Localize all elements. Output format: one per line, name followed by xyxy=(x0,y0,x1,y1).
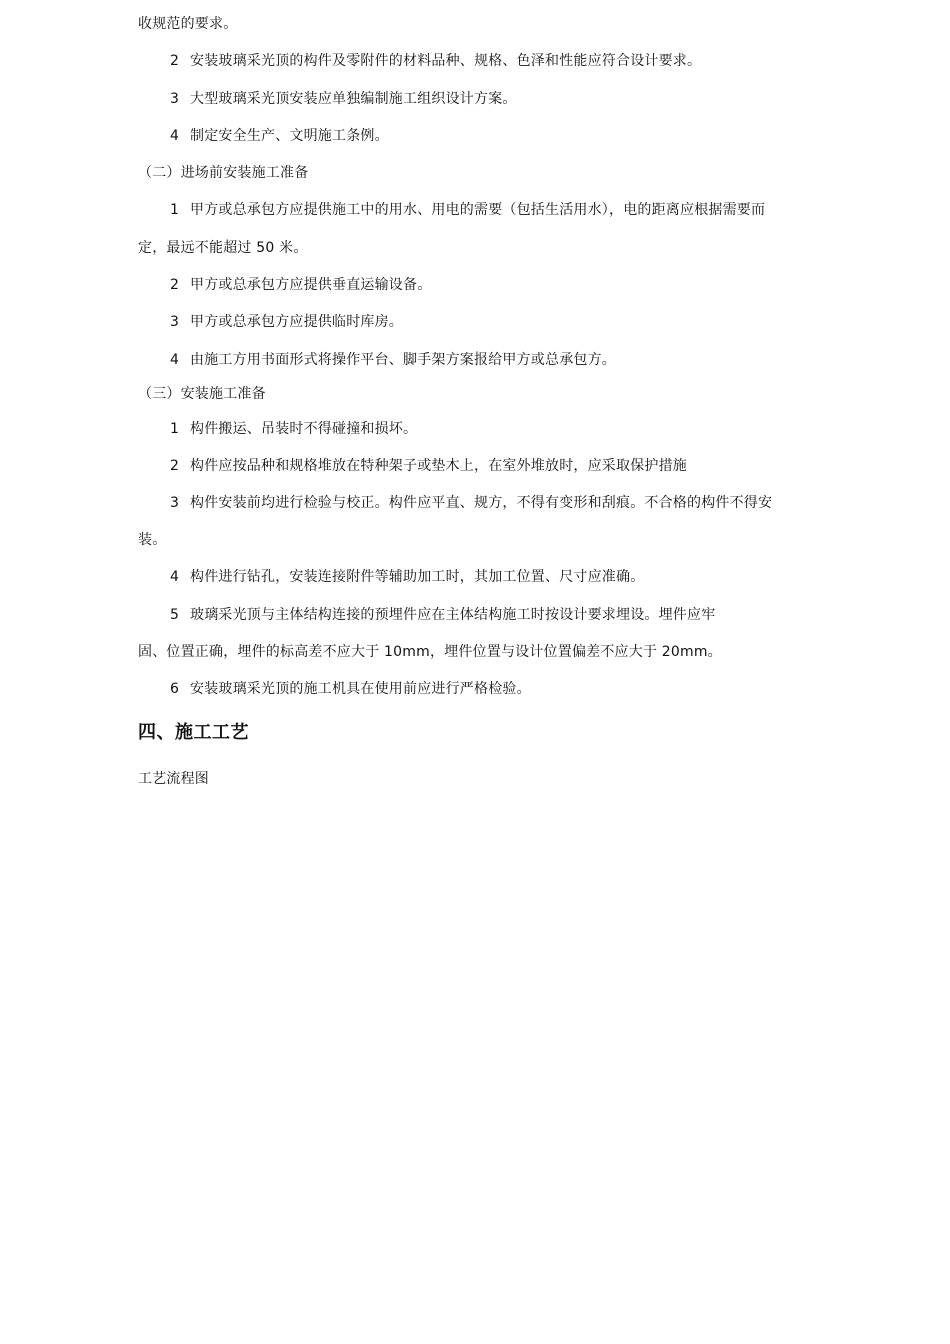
item-number: 4 xyxy=(170,569,180,585)
list-item xyxy=(170,312,820,332)
item-text: 构件安装前均进行检验与校正。构件应平直、规方，不得有变形和刮痕。不合格的构件不得安 xyxy=(190,495,773,511)
item-text: 甲方或总承包方应提供施工中的用水、用电的需要（包括生活用水），电的距离应根据需要而 xyxy=(190,202,766,218)
item-text: 构件搬运、吊装时不得碰撞和损坏。 xyxy=(190,421,418,437)
list-item xyxy=(170,89,820,109)
list-item xyxy=(170,493,820,513)
list-item xyxy=(170,567,820,587)
paragraph-line: 固、位置正确，埋件的标高差不应大于 10mm，埋件位置与设计位置偏差不应大于 20mm。 xyxy=(138,644,722,660)
item-number: 3 xyxy=(170,495,180,511)
item-number: 2 xyxy=(170,53,180,69)
list-item xyxy=(170,350,820,370)
item-number: 4 xyxy=(170,352,180,368)
list-item xyxy=(170,679,820,699)
section-heading: 四、施工工艺 xyxy=(138,722,249,743)
list-item xyxy=(170,456,820,476)
subsection-title: （三）安装施工准备 xyxy=(138,386,266,402)
item-number: 4 xyxy=(170,128,180,144)
list-item xyxy=(170,126,820,146)
item-text: 构件应按品种和规格堆放在特种架子或垫木上，在室外堆放时，应采取保护措施 xyxy=(190,458,687,474)
item-text: 构件进行钻孔，安装连接附件等辅助加工时，其加工位置、尺寸应准确。 xyxy=(190,569,645,585)
item-number: 3 xyxy=(170,314,180,330)
item-number: 2 xyxy=(170,277,180,293)
subsection-title: （二）进场前安装施工准备 xyxy=(138,165,309,181)
paragraph-line: 定，最远不能超过 50 米。 xyxy=(138,240,308,256)
item-text: 安装玻璃采光顶的施工机具在使用前应进行严格检验。 xyxy=(190,681,531,697)
item-text: 玻璃采光顶与主体结构连接的预埋件应在主体结构施工时按设计要求埋设。埋件应牢 xyxy=(190,607,716,623)
item-text: 制定安全生产、文明施工条例。 xyxy=(190,128,389,144)
item-number: 3 xyxy=(170,91,180,107)
list-item xyxy=(170,51,820,71)
item-text: 由施工方用书面形式将操作平台、脚手架方案报给甲方或总承包方。 xyxy=(190,352,616,368)
item-number: 1 xyxy=(170,421,180,437)
item-text: 大型玻璃采光顶安装应单独编制施工组织设计方案。 xyxy=(190,91,517,107)
flowchart-caption: 工艺流程图 xyxy=(138,771,209,787)
paragraph-line: 装。 xyxy=(138,532,167,548)
item-number: 6 xyxy=(170,681,180,697)
item-text: 安装玻璃采光顶的构件及零附件的材料品种、规格、色泽和性能应符合设计要求。 xyxy=(190,53,702,69)
item-text: 甲方或总承包方应提供垂直运输设备。 xyxy=(190,277,432,293)
item-number: 1 xyxy=(170,202,180,218)
item-number: 5 xyxy=(170,607,180,623)
list-item xyxy=(170,419,820,439)
list-item xyxy=(170,275,820,295)
item-number: 2 xyxy=(170,458,180,474)
paragraph-line: 收规范的要求。 xyxy=(138,16,238,32)
list-item xyxy=(170,200,820,220)
list-item xyxy=(170,605,820,625)
item-text: 甲方或总承包方应提供临时库房。 xyxy=(190,314,403,330)
